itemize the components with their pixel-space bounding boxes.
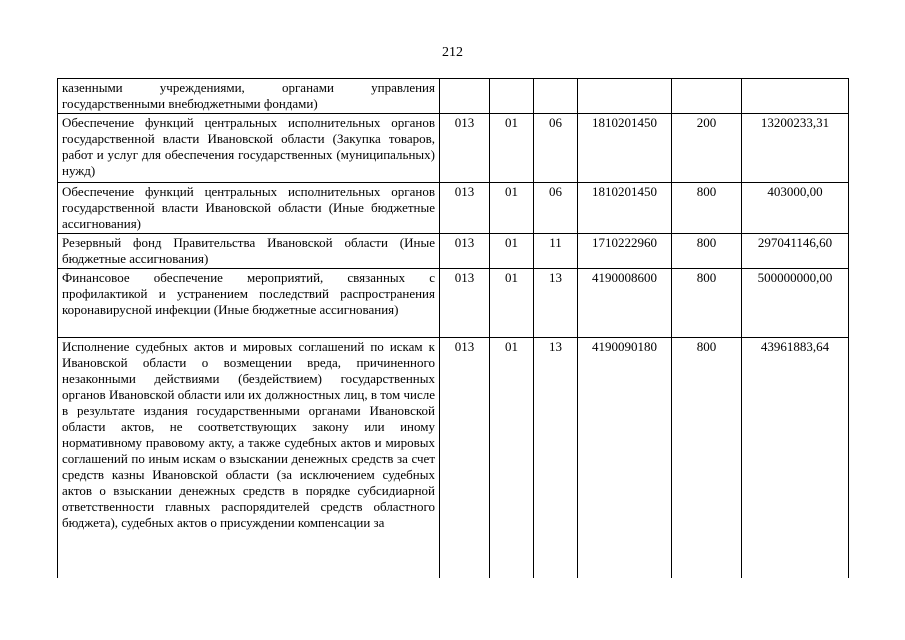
target-article-code: 1710222960 [578,234,672,269]
expense-type-code [672,79,742,114]
section-code: 01 [490,269,534,338]
target-article-code: 1810201450 [578,183,672,234]
admin-code: 013 [440,114,490,183]
amount: 403000,00 [742,183,849,234]
subsection-code: 11 [534,234,578,269]
table-row [58,338,849,579]
section-code: 01 [490,234,534,269]
amount: 500000000,00 [742,269,849,338]
expense-type-code: 800 [672,338,742,579]
subsection-code: 13 [534,269,578,338]
expense-type-code: 800 [672,269,742,338]
row-description: Обеспечение функций центральных исполнительных органов государственной власти Ивановской области (Закупка товаров, работ и услуг для обеспечения государственных (муниципальных) нужд) [58,114,440,183]
table-row [58,234,849,269]
target-article-code: 1810201450 [578,114,672,183]
amount: 13200233,31 [742,114,849,183]
amount [742,79,849,114]
budget-table [57,78,849,578]
section-code [490,79,534,114]
amount: 43961883,64 [742,338,849,579]
subsection-code: 13 [534,338,578,579]
row-description: Финансовое обеспечение мероприятий, связанных с профилактикой и устранением последствий распространения коронавирусной инфекции (Иные бюджетные ассигнования) [58,269,440,338]
admin-code: 013 [440,338,490,579]
expense-type-code: 800 [672,183,742,234]
admin-code: 013 [440,234,490,269]
page-number: 212 [442,45,463,60]
table-row [58,183,849,234]
table-row [58,269,849,338]
section-code: 01 [490,183,534,234]
section-code: 01 [490,338,534,579]
subsection-code: 06 [534,183,578,234]
target-article-code: 4190090180 [578,338,672,579]
expense-type-code: 800 [672,234,742,269]
row-description: казенными учреждениями, органами управления государственными внебюджетными фондами) [58,79,440,114]
admin-code: 013 [440,183,490,234]
admin-code: 013 [440,269,490,338]
target-article-code [578,79,672,114]
subsection-code [534,79,578,114]
amount: 297041146,60 [742,234,849,269]
target-article-code: 4190008600 [578,269,672,338]
row-description: Исполнение судебных актов и мировых соглашений по искам к Ивановской области о возмещении вреда, причиненного незаконными действиями (бездействием) государственных органов Ивановской области или их должностных лиц, в том числе в результате издания государственными органами Ивановской области актов, не соответствующих закону или иному нормативному правовому акту, а также судебных актов и мировых соглашений по иным искам о взыскании денежных средств за счет средств казны Ивановской области (за исключением судебных актов о взыскании денежных средств в порядке субсидиарной ответственности главных распорядителей средств областного бюджета), судебных актов о присуждении компенсации за [58,338,440,579]
table-row [58,79,849,114]
table-row [58,114,849,183]
section-code: 01 [490,114,534,183]
expense-type-code: 200 [672,114,742,183]
admin-code [440,79,490,114]
row-description: Обеспечение функций центральных исполнительных органов государственной власти Ивановской области (Иные бюджетные ассигнования) [58,183,440,234]
subsection-code: 06 [534,114,578,183]
row-description: Резервный фонд Правительства Ивановской области (Иные бюджетные ассигнования) [58,234,440,269]
